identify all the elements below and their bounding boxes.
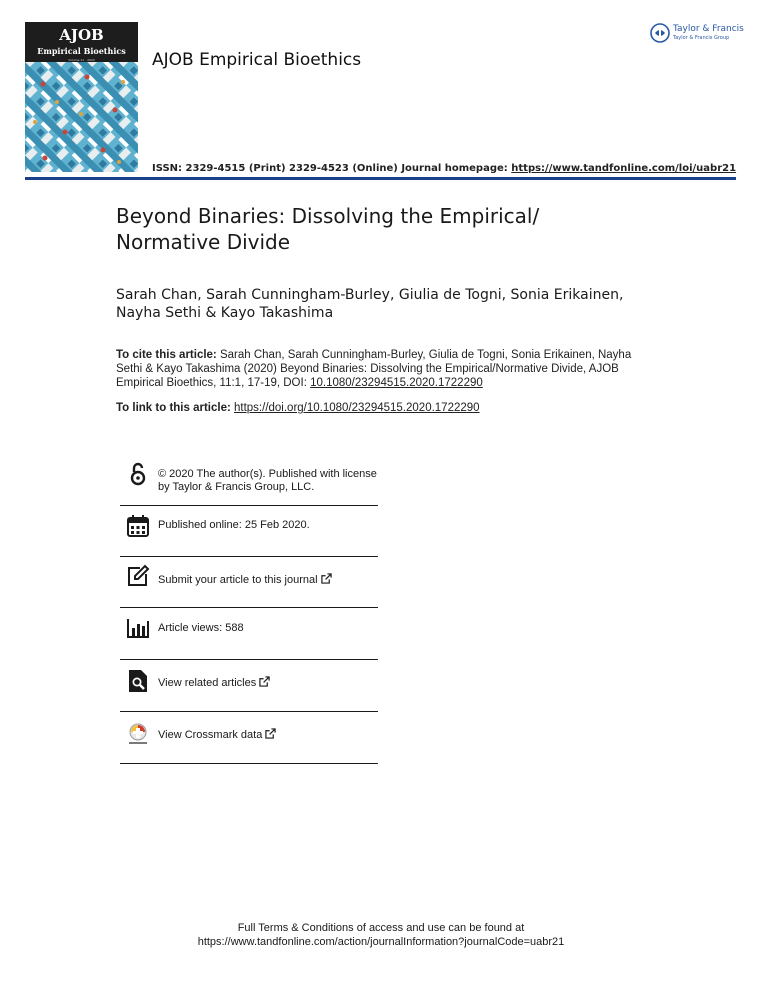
- article-views: Article views: 588: [158, 622, 244, 634]
- article-doi-url[interactable]: https://doi.org/10.1080/23294515.2020.1722290: [234, 402, 480, 414]
- license-line1: © 2020 The author(s). Published with license: [158, 468, 377, 480]
- crossmark-row[interactable]: [120, 712, 378, 764]
- related-search-icon: [126, 669, 150, 693]
- crossmark-link[interactable]: [158, 728, 276, 742]
- publisher-group: Taylor & Francis Group: [673, 35, 730, 41]
- cover-abbreviation: AJOB: [59, 26, 104, 44]
- publisher-name: Taylor & Francis: [673, 24, 744, 34]
- related-row[interactable]: [120, 660, 378, 712]
- author-list: [116, 286, 656, 322]
- footer: [0, 921, 762, 949]
- license-text: [158, 468, 377, 494]
- journal-title: AJOB Empirical Bioethics: [152, 50, 362, 70]
- calendar-icon: [126, 514, 150, 538]
- article-link-label: To link to this article:: [116, 402, 234, 414]
- citation-label: To cite this article:: [116, 349, 217, 361]
- cover-journal-name: Empirical Bioethics: [37, 46, 126, 56]
- published-date: Published online: 25 Feb 2020.: [158, 519, 310, 531]
- cover-title-band: [25, 22, 138, 62]
- footer-terms: Full Terms & Conditions of access and use can be found at: [237, 922, 525, 934]
- edit-icon: [126, 564, 150, 588]
- citation-block: [116, 348, 646, 390]
- cover-artwork: [25, 62, 138, 172]
- related-articles-label: View related articles: [158, 677, 257, 689]
- header-rule: [25, 177, 736, 180]
- issn-text: ISSN: 2329-4515 (Print) 2329-4523 (Online) Journal homepage:: [152, 163, 512, 174]
- views-row: [120, 608, 378, 660]
- article-link-block: [116, 401, 646, 415]
- article-title-line2: Normative Divide: [116, 230, 291, 254]
- crossmark-icon: [126, 722, 150, 746]
- submit-article-link[interactable]: [158, 573, 332, 587]
- submit-row[interactable]: [120, 557, 378, 608]
- external-link-icon: [321, 573, 332, 584]
- external-link-icon: [259, 676, 270, 687]
- journal-homepage-link[interactable]: https://www.tandfonline.com/loi/uabr21: [511, 163, 737, 174]
- related-articles-link[interactable]: [158, 676, 270, 690]
- crossmark-label: View Crossmark data: [158, 729, 263, 741]
- license-row: [120, 456, 378, 506]
- journal-cover[interactable]: [25, 22, 138, 172]
- article-title-line1: Beyond Binaries: Dissolving the Empirical/: [116, 204, 540, 228]
- doi-link[interactable]: 10.1080/23294515.2020.1722290: [310, 377, 483, 389]
- footer-terms-url[interactable]: https://www.tandfonline.com/action/journalInformation?journalCode=uabr21: [197, 936, 565, 948]
- license-line2: by Taylor & Francis Group, LLC.: [158, 481, 315, 493]
- published-row: [120, 506, 378, 557]
- authors-line1: Sarah Chan, Sarah Cunningham-Burley, Giulia de Togni, Sonia Erikainen,: [116, 287, 624, 303]
- submit-article-label: Submit your article to this journal: [158, 574, 318, 586]
- article-title: [116, 203, 636, 255]
- citation-text: Sarah Chan, Sarah Cunningham-Burley, Giulia de Togni, Sonia Erikainen, Nayha Sethi & Kayo Takashima (2020) Beyond Binaries: Dissolving the Empirical/Normative Divide, AJOB Empirical Bioethics, 11:1, 17-19, DOI:: [116, 349, 632, 389]
- open-access-icon: [126, 462, 150, 486]
- issn-line: [152, 163, 736, 174]
- authors-line2: Nayha Sethi & Kayo Takashima: [116, 305, 334, 321]
- external-link-icon: [265, 728, 276, 739]
- bar-chart-icon: [126, 616, 150, 640]
- cover-volume: Volume 11 · 2020: [68, 58, 95, 62]
